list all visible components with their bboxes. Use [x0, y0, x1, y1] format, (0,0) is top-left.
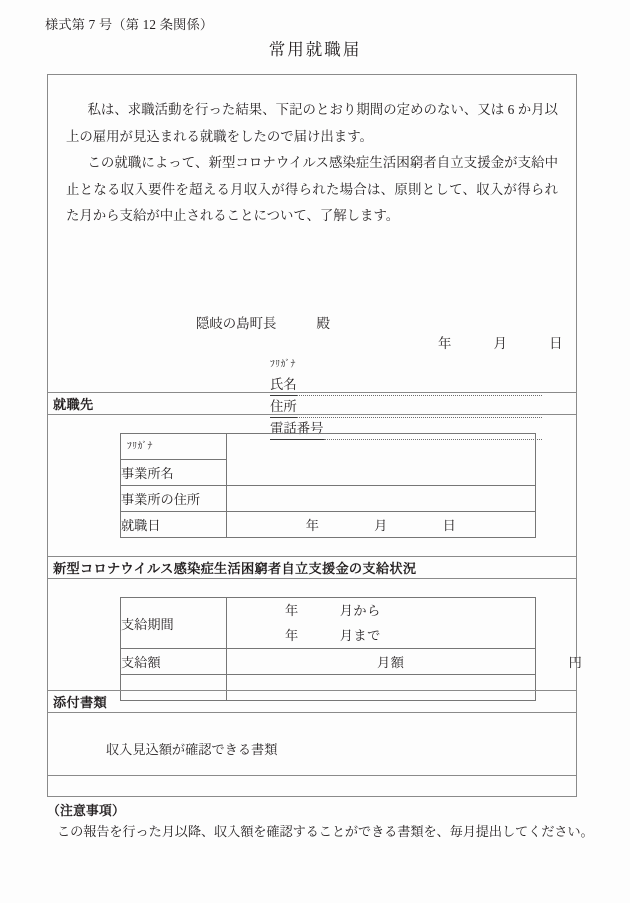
- employment-date-value-cell[interactable]: [227, 512, 536, 538]
- benefit-amount-label: 支給額: [121, 649, 227, 675]
- submission-date-line: 年 月 日: [438, 336, 564, 351]
- section-header-benefit: [48, 556, 576, 579]
- attachment-item: 収入見込額が確認できる書類: [106, 742, 278, 757]
- employer-furigana-label: ﾌﾘｶﾞﾅ: [127, 440, 153, 452]
- employer-address-label: 事業所の住所: [121, 486, 227, 512]
- form-outer-frame: [47, 74, 583, 797]
- benefit-period-from-cell[interactable]: [227, 598, 536, 624]
- section-header-employer-label: 就職先: [53, 397, 94, 412]
- notes-body: この報告を行った月以降、収入額を確認することができる書類を、毎月提出してください。: [57, 824, 594, 839]
- addressee: 隠岐の島町長 殿: [196, 316, 330, 331]
- declaration-block: [66, 97, 558, 230]
- table-row[interactable]: [121, 649, 536, 675]
- employment-date-placeholder: 年 月 日: [305, 518, 457, 533]
- employer-address-value-cell[interactable]: [227, 486, 536, 512]
- table-row[interactable]: [121, 598, 536, 624]
- applicant-address-label: 住所: [270, 398, 297, 418]
- form-number: 様式第 7 号（第 12 条関係）: [45, 17, 214, 32]
- section-header-attachments: [48, 690, 576, 713]
- benefit-period-from-placeholder: 年 月から: [285, 603, 381, 618]
- benefit-period-label: 支給期間: [121, 598, 227, 649]
- benefit-table: [120, 597, 583, 701]
- applicant-phone-label: 電話番号: [270, 420, 324, 440]
- employer-name-label-cell: [121, 434, 227, 460]
- declaration-paragraph-2: この就職によって、新型コロナウイルス感染症生活困窮者自立支援金が支給中止となる収入要件を超える月収入が得られた場合は、原則として、収入が得られた月から支給が中止されることについて、了解します。: [66, 155, 558, 223]
- benefit-amount-placeholder: 月額 円: [377, 655, 583, 670]
- applicant-name-label: 氏名: [270, 376, 297, 396]
- benefit-period-to-placeholder: 年 月まで: [285, 628, 381, 643]
- employer-name-value-cell[interactable]: [227, 434, 536, 486]
- declaration-paragraph-1: 私は、求職活動を行った結果、下記のとおり期間の定めのない、又は 6 か月以上の雇用が見込まれる就職をしたので届け出ます。: [66, 102, 558, 144]
- notes-title: （注意事項）: [47, 804, 125, 818]
- benefit-period-to-cell[interactable]: [227, 623, 536, 649]
- attachments-divider: [48, 775, 576, 776]
- notes-block: [47, 800, 594, 840]
- section-header-employer: [48, 392, 576, 415]
- employment-date-label: 就職日: [121, 512, 227, 538]
- section-header-benefit-label: 新型コロナウイルス感染症生活困窮者自立支援金の支給状況: [53, 561, 417, 576]
- table-row[interactable]: [121, 512, 536, 538]
- employer-table: [120, 433, 536, 538]
- applicant-furigana-label: ﾌﾘｶﾞﾅ: [270, 359, 296, 370]
- employer-name-label: 事業所名: [121, 460, 227, 486]
- table-row[interactable]: [121, 434, 536, 460]
- benefit-amount-value-cell[interactable]: [227, 649, 583, 675]
- page-title: 常用就職届: [268, 40, 362, 59]
- section-header-attachments-label: 添付書類: [53, 695, 107, 710]
- table-row[interactable]: [121, 486, 536, 512]
